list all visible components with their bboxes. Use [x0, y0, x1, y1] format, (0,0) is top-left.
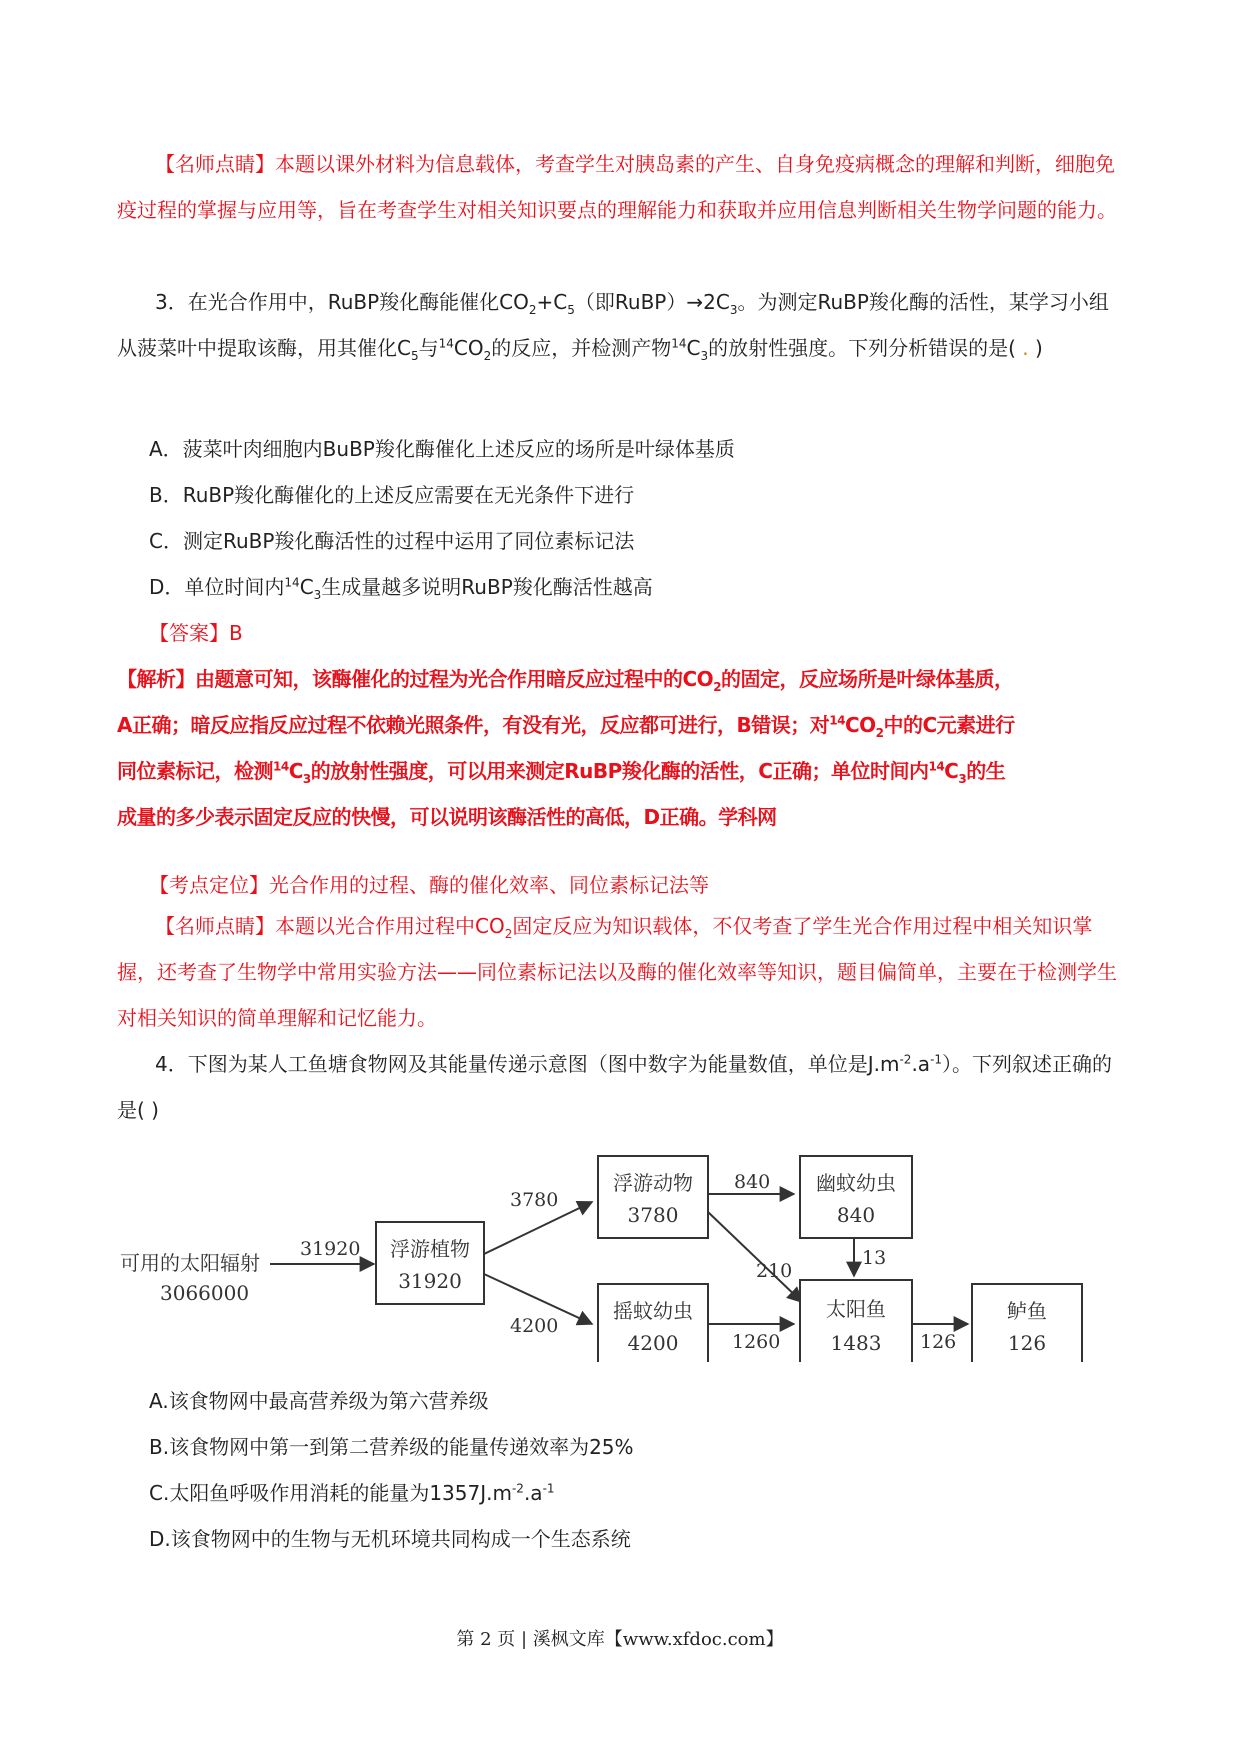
question-3-stem: 3．在光合作用中，RuBP羧化酶能催化$CO_2+C_5$（即$RuBP)\to 2C_3$。为测定RuBP羧化酶的活性，某学习小组从菠菜叶中提取该酶，用其催化$C_5$与$^{14}CO_2$的反应，并检测产物$^{14}C_3$的放射性强度。下列分析错误的是( . ) [117, 290, 1109, 363]
question-4-stem: 4．下图为某人工鱼塘食物网及其能量传递示意图（图中数字为能量数值，单位是$J.m^{-2}.a^{-1}$）。下列叙述正确的是( ) [117, 1052, 1113, 1122]
node-bass [972, 1284, 1082, 1362]
option-3d: D．单位时间内$^{14}C_3$生成量越多说明RuBP羧化酶活性越高 [149, 575, 653, 602]
option-3a: A．菠菜叶肉细胞内BuBP羧化酶催化上述反应的场所是叶绿体基质 [149, 437, 735, 461]
option-3c: C．测定RuBP羧化酶活性的过程中运用了同位素标记法 [149, 529, 635, 553]
node-bass-name: 鲈鱼 [1007, 1299, 1047, 1323]
edge-label-mosquito-sunfish: 1260 [732, 1331, 781, 1353]
edge-label-source-producer: 31920 [300, 1238, 361, 1260]
node-sunfish [800, 1280, 912, 1362]
food-web-diagram [112, 1152, 1132, 1362]
node-mosquito-name: 摇蚊幼虫 [613, 1299, 693, 1323]
analysis-line-4: 成量的多少表示固定反应的快慢，可以说明该酶活性的高低，D正确。学科网 [117, 805, 777, 829]
edge-zoo-sunfish [708, 1212, 802, 1302]
expert-comment-text: 本题以课外材料为信息载体，考查学生对胰岛素的产生、自身免疫病概念的理解和判断，细胞免疫过程的掌握与应用等，旨在考查学生对相关知识要点的理解能力和获取并应用信息判断相关生物学问题的能力。 [117, 152, 1117, 222]
expert-comment-tag: 【名师点睛】 [155, 152, 275, 176]
answer-blank-mark: . [1015, 336, 1036, 360]
analysis-line-2: A正确；暗反应指反应过程不依赖光照条件，有没有光，反应都可进行，B错误；对$^{14}CO_2$中的C元素进行 [117, 713, 1015, 740]
exam-point: 【考点定位】光合作用的过程、酶的催化效率、同位素标记法等 [149, 873, 709, 897]
node-producer [376, 1222, 484, 1304]
node-damsel [800, 1156, 912, 1238]
node-zoo-name: 浮游动物 [613, 1171, 693, 1195]
node-sunfish-name: 太阳鱼 [826, 1297, 886, 1321]
page-footer: 第 2 页 | 溪枫文库【www.xfdoc.com】 [456, 1629, 784, 1650]
option-4b: B.该食物网中第一到第二营养级的能量传递效率为25% [149, 1435, 634, 1459]
option-4c: C.太阳鱼呼吸作用消耗的能量为$1357J.m^{-2}.a^{-1}$ [149, 1481, 555, 1505]
option-4d: D.该食物网中的生物与无机环境共同构成一个生态系统 [149, 1527, 631, 1551]
node-zoo [598, 1156, 708, 1238]
edge-label-producer-zoo: 3780 [510, 1189, 559, 1211]
expert-comment-2: 【名师点睛】本题以光合作用过程中$CO_2$固定反应为知识载体，不仅考查了学生光合作用过程中相关知识掌握，还考查了生物学中常用实验方法——同位素标记法以及酶的催化效率等知识，题目偏简单，主要在于检测学生对相关知识的简单理解和记忆能力。 [117, 914, 1117, 1030]
answer-line: 【答案】B [149, 621, 243, 645]
edge-label-sunfish-bass: 126 [920, 1331, 957, 1353]
edge-label-zoo-damsel: 840 [734, 1171, 771, 1193]
edge-label-damsel-sunfish: 13 [862, 1247, 887, 1269]
edge-label-zoo-sunfish: 210 [756, 1260, 793, 1282]
node-producer-name: 浮游植物 [390, 1237, 470, 1261]
option-4a: A.该食物网中最高营养级为第六营养级 [149, 1389, 489, 1413]
node-producer-value: 31920 [398, 1269, 462, 1293]
node-mosquito-value: 4200 [627, 1331, 679, 1355]
analysis-line-1: 【解析】由题意可知，该酶催化的过程为光合作用暗反应过程中的$CO_2$的固定，反应场所是叶绿体基质， [117, 667, 1014, 694]
node-bass-value: 126 [1007, 1331, 1047, 1355]
edge-label-producer-mosquito: 4200 [510, 1315, 559, 1337]
node-sunfish-value: 1483 [830, 1331, 882, 1355]
node-mosquito [598, 1284, 708, 1362]
expert-comment-1 [117, 141, 1127, 233]
analysis-line-3: 同位素标记，检测$^{14}C_3$的放射性强度，可以用来测定RuBP羧化酶的活性，C正确；单位时间内$^{14}C_3$的生 [117, 759, 1006, 786]
source-value: 3066000 [160, 1281, 250, 1305]
node-zoo-value: 3780 [627, 1203, 679, 1227]
option-3b: B．RuBP羧化酶催化的上述反应需要在无光条件下进行 [149, 483, 635, 507]
node-damsel-value: 840 [836, 1203, 876, 1227]
node-damsel-name: 幽蚊幼虫 [816, 1171, 896, 1195]
source-label: 可用的太阳辐射 [120, 1251, 260, 1275]
